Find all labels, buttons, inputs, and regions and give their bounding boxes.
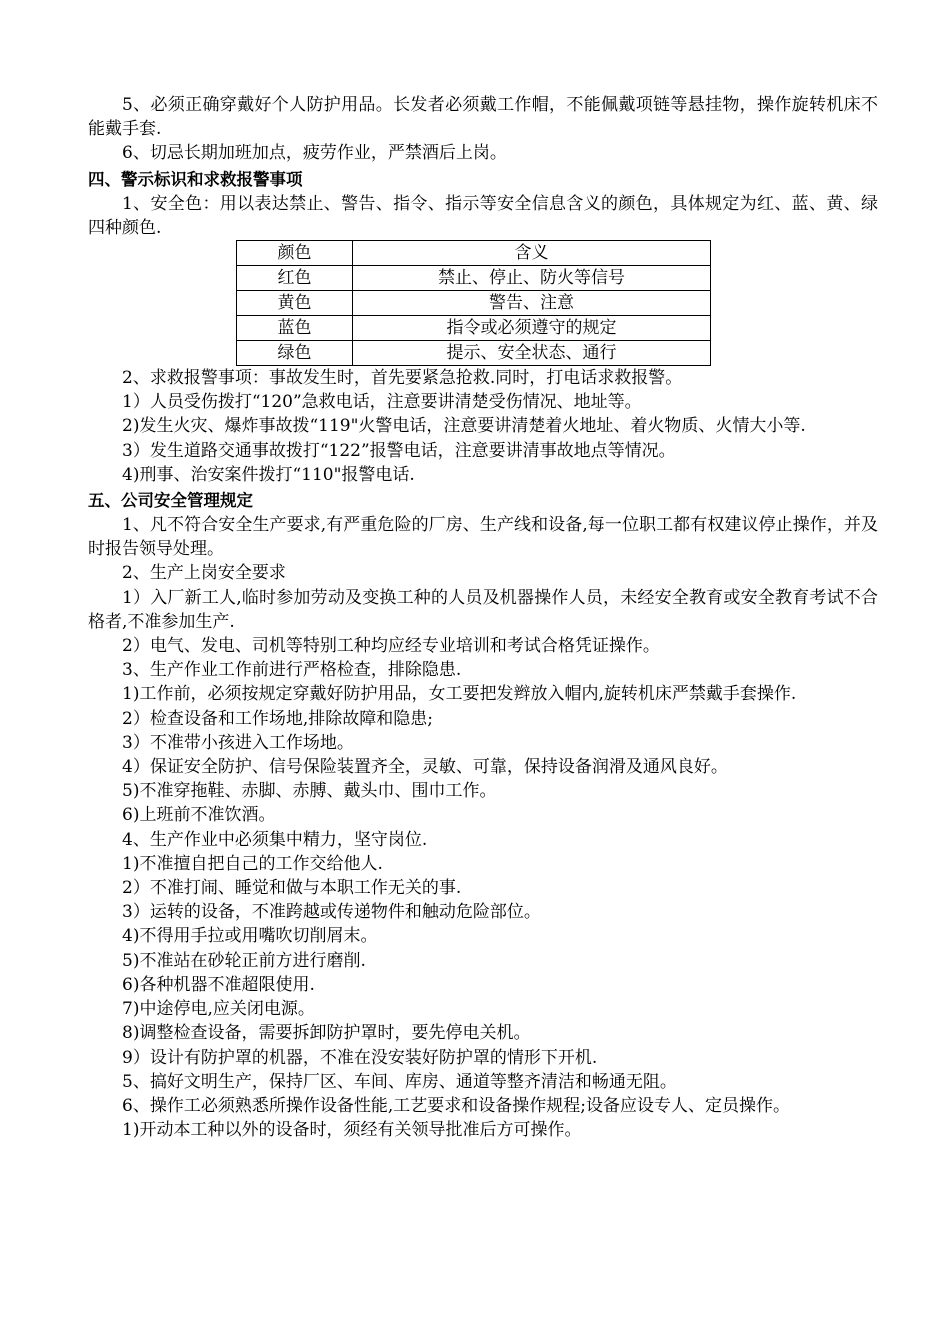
table-cell: 蓝色	[237, 316, 353, 341]
paragraph: 5)不准站在砂轮正前方进行磨削.	[122, 950, 366, 971]
column-header: 颜色	[237, 241, 353, 266]
paragraph: 3）运转的设备，不准跨越或传递物件和触动危险部位。	[122, 902, 541, 923]
paragraph: 4)刑事、治安案件拨打“110"报警电话.	[122, 464, 415, 485]
paragraph: 6、操作工必须熟悉所操作设备性能,工艺要求和设备操作规程;设备应设专人、定员操作。	[122, 1095, 790, 1116]
table-header-row	[237, 241, 711, 266]
paragraph: 6、切忌长期加班加点，疲劳作业，严禁酒后上岗。	[122, 143, 507, 164]
paragraph: 2、生产上岗安全要求	[122, 563, 286, 584]
paragraph: 2、求救报警事项：事故发生时，首先要紧急抢救.同时，打电话求救报警。	[122, 368, 683, 389]
paragraph: 4)不得用手拉或用嘴吹切削屑末。	[122, 926, 378, 947]
paragraph: 3、生产作业工作前进行严格检查，排除隐患.	[122, 660, 462, 681]
table-row	[237, 341, 711, 366]
document-page	[88, 93, 878, 1142]
paragraph: 2）电气、发电、司机等特别工种均应经专业培训和考试合格凭证操作。	[122, 636, 660, 657]
paragraph: 1)不准擅自把自己的工作交给他人.	[122, 853, 383, 874]
table-cell: 禁止、停止、防火等信号	[353, 266, 711, 291]
paragraph: 5、必须正确穿戴好个人防护用品。长发者必须戴工作帽，不能佩戴项链等悬挂物，操作旋转机床不能戴手套.	[88, 95, 878, 140]
paragraph: 4、生产作业中必须集中精力，坚守岗位.	[122, 829, 428, 850]
paragraph: 5、搞好文明生产，保持厂区、车间、库房、通道等整齐清洁和畅通无阻。	[122, 1071, 677, 1092]
table-row	[237, 316, 711, 341]
table-cell: 指令或必须遵守的规定	[353, 316, 711, 341]
column-header: 含义	[353, 241, 711, 266]
table-cell: 绿色	[237, 341, 353, 366]
paragraph: 8)调整检查设备，需要拆卸防护罩时，要先停电关机。	[122, 1023, 531, 1044]
section-heading: 四、警示标识和求救报警事项	[88, 169, 303, 189]
section-heading: 五、公司安全管理规定	[88, 491, 253, 511]
paragraph: 2）检查设备和工作场地,排除故障和隐患;	[122, 708, 433, 729]
paragraph: 9）设计有防护罩的机器，不准在没安装好防护罩的情形下开机.	[122, 1047, 598, 1068]
table-cell: 黄色	[237, 291, 353, 316]
paragraph: 2）不准打闹、睡觉和做与本职工作无关的事.	[122, 878, 462, 899]
paragraph: 1）入厂新工人,临时参加劳动及变换工种的人员及机器操作人员，未经安全教育或安全教育考试不合格者,不准参加生产.	[88, 587, 878, 632]
table-cell: 提示、安全状态、通行	[353, 341, 711, 366]
paragraph: 3）不准带小孩进入工作场地。	[122, 732, 354, 753]
paragraph: 3）发生道路交通事故拨打“122”报警电话，注意要讲清事故地点等情况。	[122, 440, 676, 461]
paragraph: 1、安全色：用以表达禁止、警告、指令、指示等安全信息含义的颜色，具体规定为红、蓝、黄、绿四种颜色.	[88, 193, 878, 238]
paragraph: 6)上班前不准饮酒。	[122, 805, 276, 826]
paragraph: 1）人员受伤拨打“120”急救电话，注意要讲清楚受伤情况、地址等。	[122, 392, 642, 413]
table-cell: 红色	[237, 266, 353, 291]
paragraph: 5)不准穿拖鞋、赤脚、赤膊、戴头巾、围巾工作。	[122, 781, 497, 802]
paragraph: 4）保证安全防护、信号保险装置齐全，灵敏、可靠，保持设备润滑及通风良好。	[122, 757, 728, 778]
table-row	[237, 266, 711, 291]
paragraph: 1、凡不符合安全生产要求,有严重危险的厂房、生产线和设备,每一位职工都有权建议停止操作，并及时报告领导处理。	[88, 515, 878, 560]
safety-color-table	[236, 240, 711, 366]
paragraph: 1)开动本工种以外的设备时，须经有关领导批准后方可操作。	[122, 1120, 582, 1141]
table-cell: 警告、注意	[353, 291, 711, 316]
paragraph: 2)发生火灾、爆炸事故拨“119"火警电话，注意要讲清楚着火地址、着火物质、火情大小等.	[122, 416, 806, 437]
paragraph: 1)工作前，必须按规定穿戴好防护用品，女工要把发辫放入帽内,旋转机床严禁戴手套操作.	[122, 684, 797, 705]
paragraph: 6)各种机器不准超限使用.	[122, 974, 315, 995]
table-row	[237, 291, 711, 316]
paragraph: 7)中途停电,应关闭电源。	[122, 999, 315, 1020]
